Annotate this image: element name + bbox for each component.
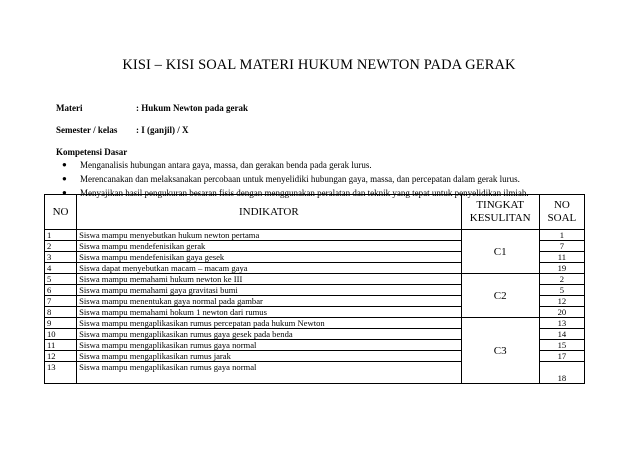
bullet-icon: ● (62, 174, 67, 183)
materi-row (56, 103, 248, 113)
table-header-row (45, 195, 585, 230)
table-row: 1 Siswa mampu menyebutkan hukum newton pertama C1 1 (45, 230, 585, 241)
kompetensi-heading: Kompetensi Dasar (56, 147, 128, 157)
table-row: 10 Siswa mampu mengaplikasikan rumus gaya gesek pada benda 14 (45, 329, 585, 340)
table-row: 6 Siswa mampu memahami gaya gravitasi bumi 5 (45, 285, 585, 296)
table-row: 13 Siswa mampu mengaplikasikan rumus gaya normal 18 (45, 362, 585, 384)
semester-value: : I (ganjil) / X (136, 125, 189, 135)
document-title: KISI – KISI SOAL MATERI HUKUM NEWTON PADA GERAK (122, 57, 516, 73)
table-row: 4 Siswa dapat menyebutkan macam – macam gaya 19 (45, 263, 585, 274)
semester-row (56, 125, 189, 135)
kompetensi-item: ● Menganalisis hubungan antara gaya, massa, dan gerakan benda pada gerak lurus. (62, 160, 372, 170)
materi-label: Materi (56, 103, 83, 113)
level-c3: C3 (461, 318, 539, 384)
table-row: 9 Siswa mampu mengaplikasikan rumus percepatan pada hukum Newton C3 13 (45, 318, 585, 329)
table-row: 3 Siswa mampu mendefenisikan gaya gesek 11 (45, 252, 585, 263)
level-c2: C2 (461, 274, 539, 318)
header-soal: NO SOAL (539, 195, 584, 230)
table-row: 7 Siswa mampu menentukan gaya normal pada gambar 12 (45, 296, 585, 307)
table-row: 12 Siswa mampu mengaplikasikan rumus jarak 17 (45, 351, 585, 362)
header-tingkat: TINGKAT KESULITAN (461, 195, 539, 230)
kompetensi-item: ● Menyajikan hasil pengukuran besaran fisis dengan menggunakan peralatan dan teknik yang tepat untuk penyelidikan ilmiah. (62, 188, 529, 198)
level-c1: C1 (461, 230, 539, 274)
bullet-icon: ● (62, 160, 67, 169)
kompetensi-item: ● Merencanakan dan melaksanakan percobaan untuk menyelidiki hubungan gaya, massa, dan percepatan dalam gerak lurus. (62, 174, 520, 184)
header-no: NO (45, 195, 77, 230)
semester-label: Semester / kelas (56, 125, 118, 135)
table-row: 8 Siswa mampu memahami hokum 1 newton dari rumus 20 (45, 307, 585, 318)
table-row: 5 Siswa mampu memahami hukum newton ke III C2 2 (45, 274, 585, 285)
table-row: 2 Siswa mampu mendefenisikan gerak 7 (45, 241, 585, 252)
materi-value: : Hukum Newton pada gerak (136, 103, 249, 113)
bullet-icon: ● (62, 188, 67, 197)
indicator-table (44, 194, 585, 384)
header-indikator: INDIKATOR (77, 195, 461, 230)
table-row: 11 Siswa mampu mengaplikasikan rumus gaya normal 15 (45, 340, 585, 351)
